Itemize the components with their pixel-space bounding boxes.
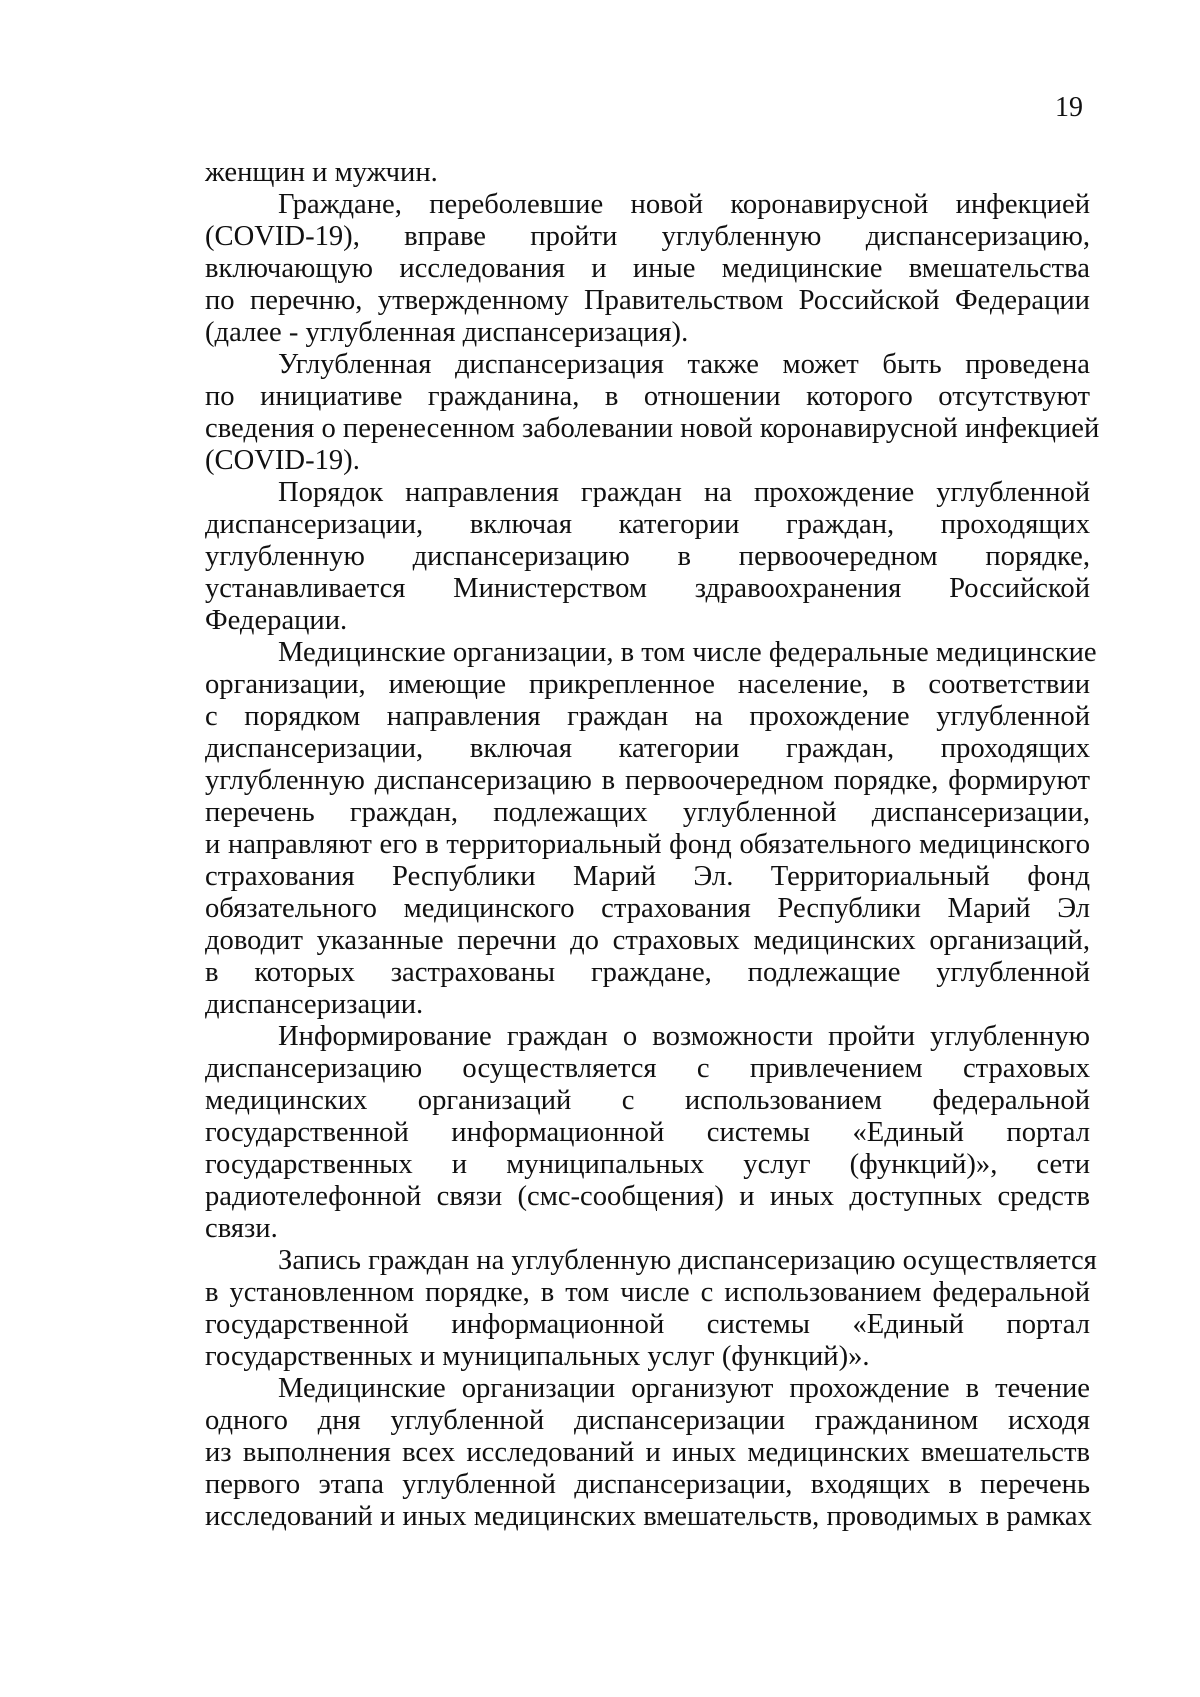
text-line: государственных и муниципальных услуг (функций)», сети: [205, 1149, 1090, 1180]
text-line: (COVID-19), вправе пройти углубленную диспансеризацию,: [205, 221, 1090, 252]
text-line: исследований и иных медицинских вмешательств, проводимых в рамках: [205, 1501, 1092, 1532]
text-line: из выполнения всех исследований и иных медицинских вмешательств: [205, 1437, 1090, 1468]
paragraph: [205, 189, 1090, 349]
text-line: диспансеризации, включая категории граждан, проходящих: [205, 509, 1090, 540]
paragraph: [205, 157, 1090, 189]
text-line: государственной информационной системы «Единый портал: [205, 1117, 1090, 1148]
text-line: организации, имеющие прикрепленное население, в соответствии: [205, 669, 1090, 700]
text-line: углубленную диспансеризацию в первоочередном порядке,: [205, 541, 1090, 572]
text-line: одного дня углубленной диспансеризации гражданином исходя: [205, 1405, 1090, 1436]
text-line: обязательного медицинского страхования Республики Марий Эл: [205, 893, 1090, 924]
text-line: по инициативе гражданина, в отношении которого отсутствуют: [205, 381, 1090, 412]
text-line: женщин и мужчин.: [205, 157, 438, 188]
text-line: по перечню, утвержденному Правительством Российской Федерации: [205, 285, 1090, 316]
text-line: Порядок направления граждан на прохождение углубленной: [278, 477, 1090, 508]
text-line: Федерации.: [205, 605, 348, 636]
text-line: Граждане, переболевшие новой коронавирусной инфекцией: [278, 189, 1090, 220]
text-line: (далее - углубленная диспансеризация).: [205, 317, 689, 348]
text-line: Запись граждан на углубленную диспансеризацию осуществляется: [278, 1245, 1097, 1276]
text-line: медицинских организаций с использованием федеральной: [205, 1085, 1090, 1116]
text-line: Информирование граждан о возможности пройти углубленную: [278, 1021, 1090, 1052]
paragraph: [205, 1021, 1090, 1245]
text-line: доводит указанные перечни до страховых медицинских организаций,: [205, 925, 1090, 956]
text-line: диспансеризацию осуществляется с привлечением страховых: [205, 1053, 1090, 1084]
text-line: в установленном порядке, в том числе с использованием федеральной: [205, 1277, 1090, 1308]
text-line: перечень граждан, подлежащих углубленной диспансеризации,: [205, 797, 1090, 828]
paragraph: [205, 1245, 1097, 1373]
text-line: страхования Республики Марий Эл. Территориальный фонд: [205, 861, 1090, 892]
text-line: диспансеризации.: [205, 989, 424, 1020]
text-line: диспансеризации, включая категории граждан, проходящих: [205, 733, 1090, 764]
text-line: с порядком направления граждан на прохождение углубленной: [205, 701, 1090, 732]
text-line: первого этапа углубленной диспансеризации, входящих в перечень: [205, 1469, 1090, 1500]
text-line: Медицинские организации, в том числе федеральные медицинские: [278, 637, 1097, 668]
text-line: Углубленная диспансеризация также может быть проведена: [278, 349, 1090, 380]
text-line: сведения о перенесенном заболевании новой коронавирусной инфекцией: [205, 413, 1100, 444]
text-line: радиотелефонной связи (смс-сообщения) и иных доступных средств: [205, 1181, 1090, 1212]
document-body: [205, 157, 1100, 1533]
text-line: углубленную диспансеризацию в первоочередном порядке, формируют: [205, 765, 1090, 796]
page-number: 19: [1055, 92, 1083, 123]
text-line: и направляют его в территориальный фонд обязательного медицинского: [205, 829, 1090, 860]
paragraph: [205, 1373, 1090, 1533]
text-line: государственной информационной системы «Единый портал: [205, 1309, 1090, 1340]
text-line: включающую исследования и иные медицинские вмешательства: [205, 253, 1090, 284]
text-line: устанавливается Министерством здравоохранения Российской: [205, 573, 1090, 604]
text-line: (COVID-19).: [205, 445, 360, 476]
text-line: государственных и муниципальных услуг (функций)».: [205, 1341, 870, 1372]
paragraph: [205, 349, 1100, 477]
text-line: в которых застрахованы граждане, подлежащие углубленной: [205, 957, 1090, 988]
paragraph: [205, 477, 1090, 637]
text-line: связи.: [205, 1213, 278, 1244]
text-line: Медицинские организации организуют прохождение в течение: [278, 1373, 1090, 1404]
paragraph: [205, 637, 1097, 1021]
